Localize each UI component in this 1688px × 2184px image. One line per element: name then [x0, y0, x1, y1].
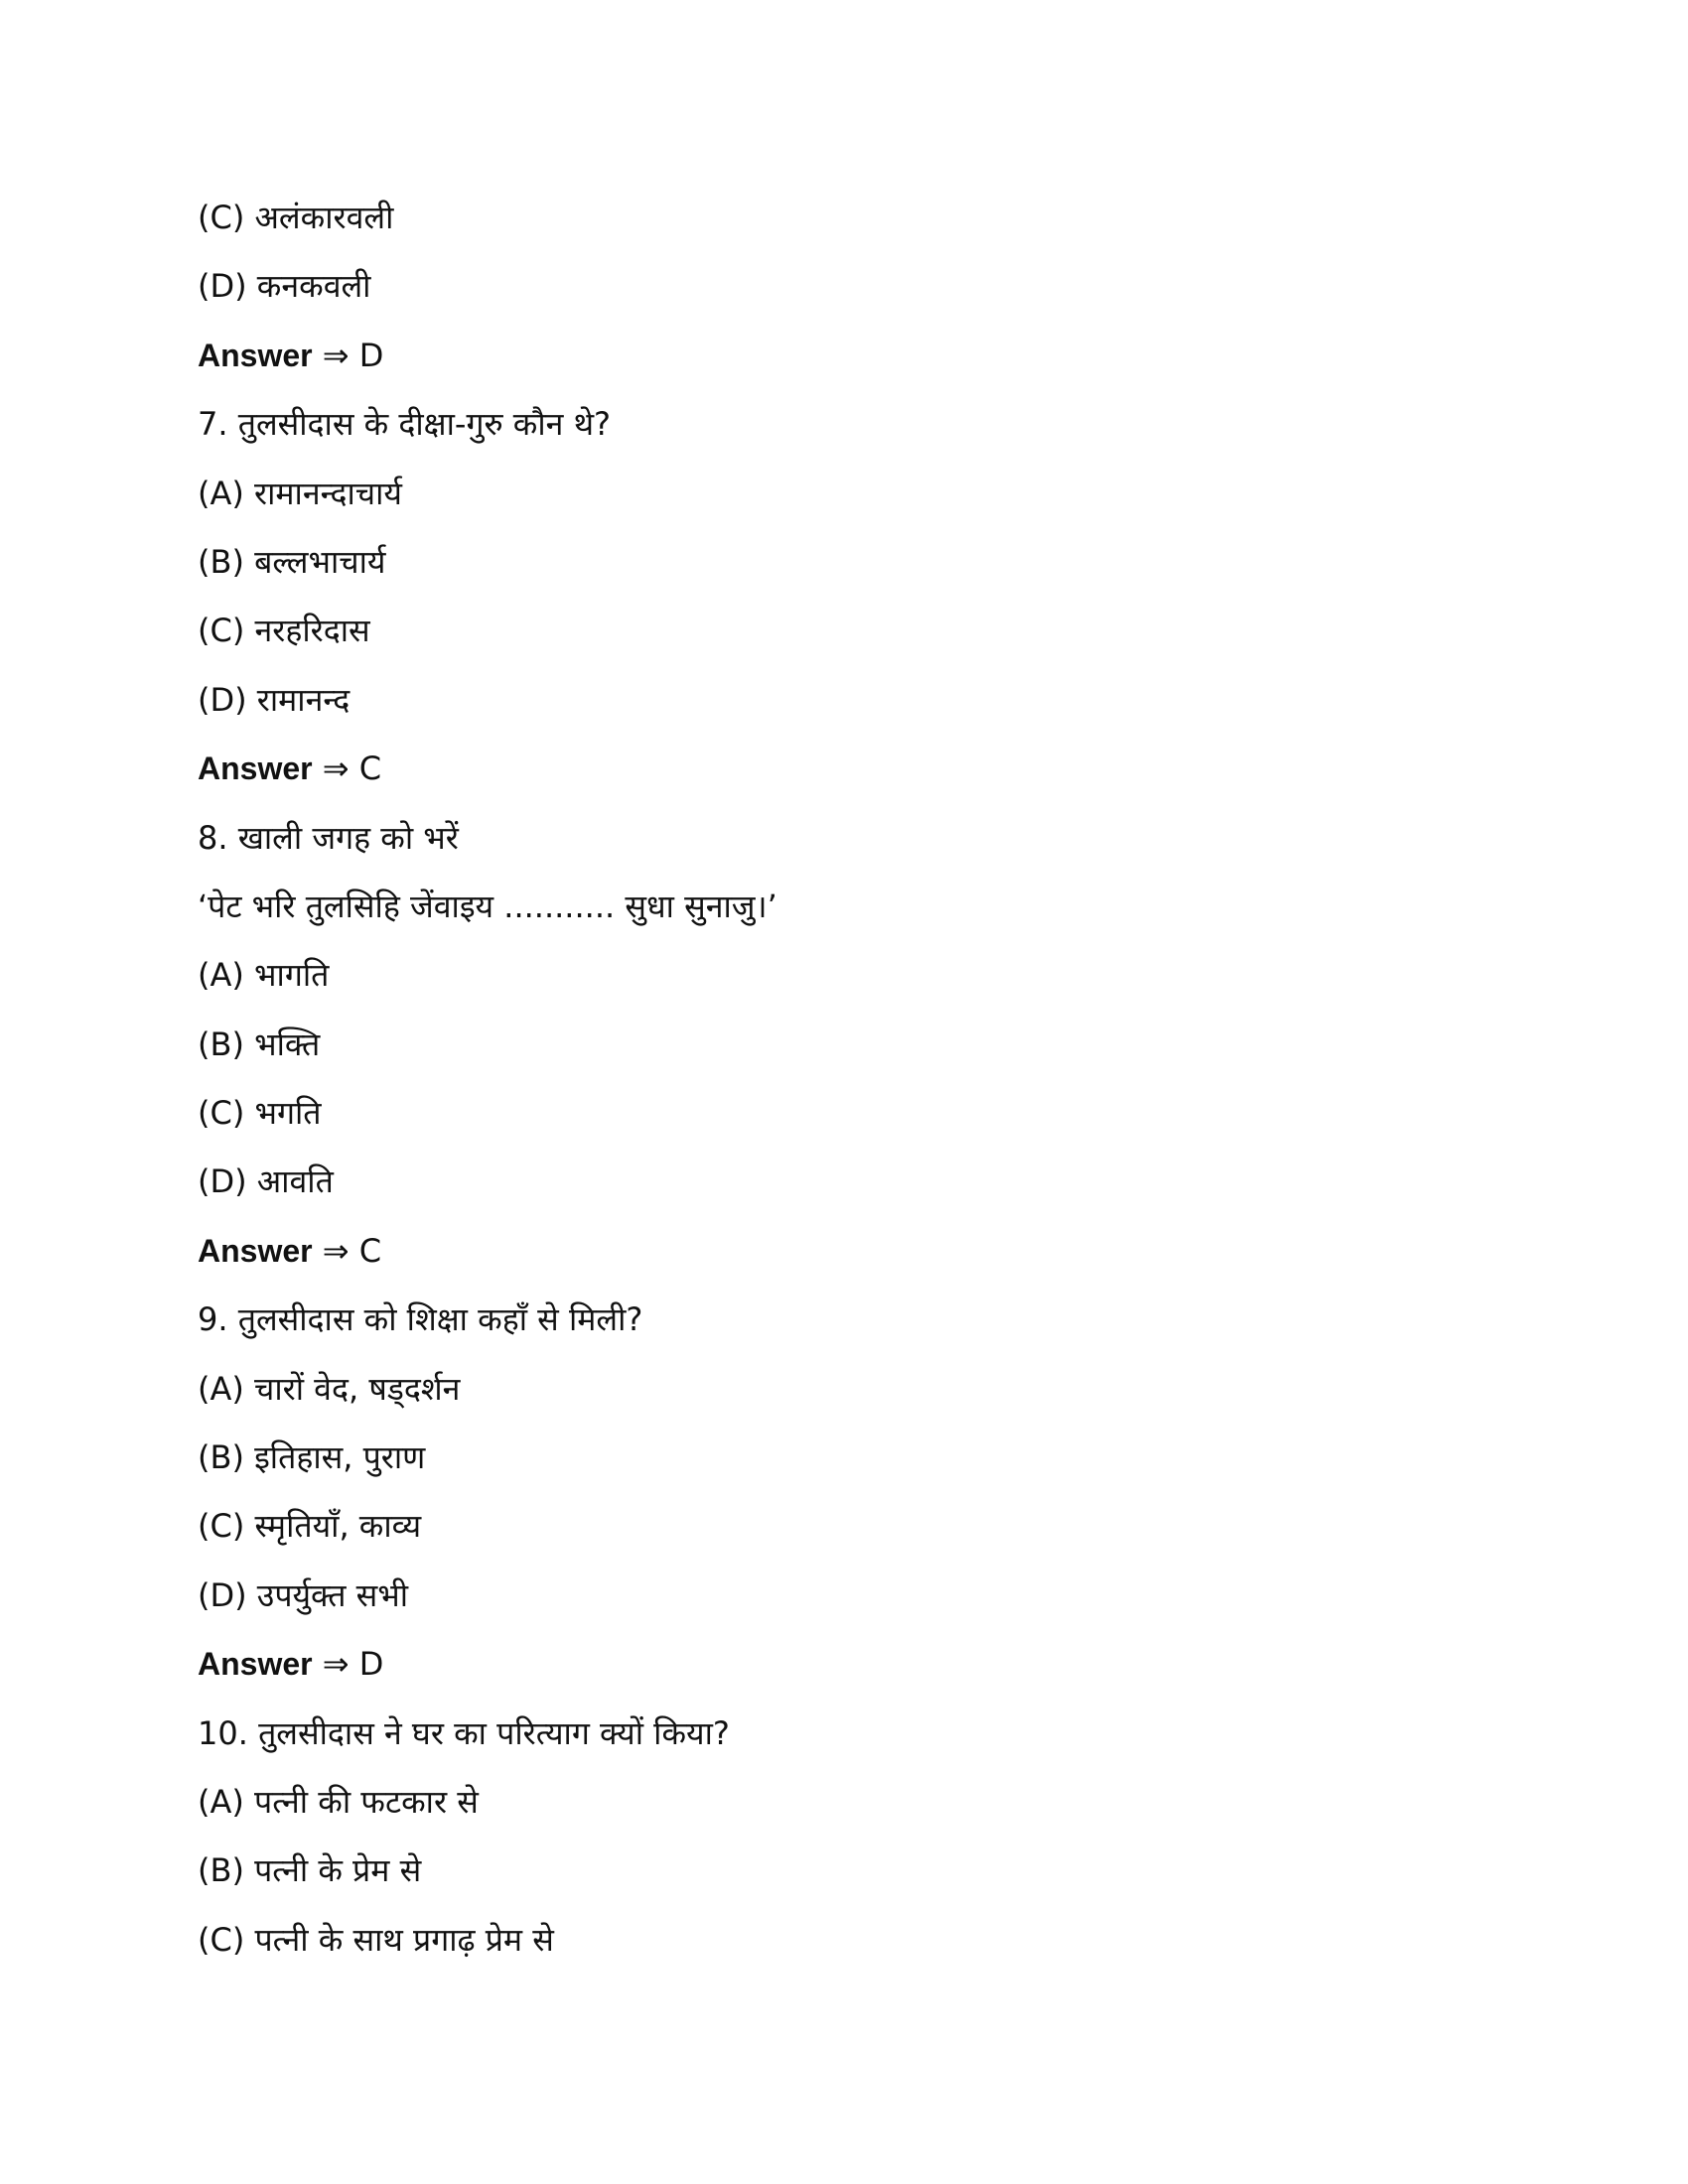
- option-text: (C) भगति: [198, 1094, 322, 1133]
- arrow-icon: ⇒: [322, 750, 350, 788]
- option-text: (A) पत्नी की फटकार से: [198, 1782, 479, 1821]
- answer-value: C: [358, 1231, 382, 1270]
- option-text: (C) पत्नी के साथ प्रगाढ़ प्रेम से: [198, 1920, 554, 1959]
- option-text: (B) पत्नी के प्रेम से: [198, 1851, 422, 1890]
- answer-value: D: [358, 336, 384, 374]
- option-text: (A) भागति: [198, 956, 330, 995]
- option-text: (D) आवति: [198, 1162, 334, 1201]
- option-text: (B) भक्ति: [198, 1024, 321, 1063]
- answer-value: D: [358, 1645, 384, 1684]
- option-text: (D) उपर्युक्त सभी: [198, 1575, 409, 1614]
- question-text: 9. तुलसीदास को शिक्षा कहाँ से मिली?: [198, 1300, 643, 1339]
- option-text: (B) इतिहास, पुराण: [198, 1438, 426, 1477]
- answer-label: Answer: [198, 337, 313, 373]
- option-text: (D) कनकवली: [198, 267, 371, 306]
- option-text: (C) अलंकारवली: [198, 199, 394, 236]
- answer-line: [198, 333, 777, 401]
- quote-text: ‘पेट भरि तुलसिहि जेंवाइय ........... सुधा सुनाजु।’: [198, 887, 777, 925]
- answer-label: Answer: [198, 751, 313, 787]
- option-text: (C) स्मृतियाँ, काव्य: [198, 1507, 422, 1546]
- answer-value: C: [358, 750, 382, 788]
- quiz-document: [198, 195, 777, 1985]
- question-text: 7. तुलसीदास के दीक्षा-गुरु कौन थे?: [198, 405, 612, 444]
- option-text: (C) नरहरिदास: [198, 612, 370, 650]
- answer-line: [198, 746, 777, 814]
- answer-line: [198, 1641, 777, 1709]
- question-text: 10. तुलसीदास ने घर का परित्याग क्यों किया?: [198, 1713, 730, 1752]
- arrow-icon: ⇒: [322, 336, 350, 374]
- option-text: (D) रामानन्द: [198, 680, 351, 719]
- option-text: (A) चारों वेद, षड्दर्शन: [198, 1369, 461, 1408]
- answer-label: Answer: [198, 1646, 313, 1683]
- question-text: 8. खाली जगह को भरें: [198, 818, 459, 857]
- arrow-icon: ⇒: [322, 1645, 350, 1684]
- option-text: (B) बल्लभाचार्य: [198, 542, 386, 581]
- option-text: (A) रामानन्दाचार्य: [198, 474, 402, 512]
- arrow-icon: ⇒: [322, 1231, 350, 1270]
- answer-label: Answer: [198, 1232, 313, 1269]
- answer-line: [198, 1228, 777, 1297]
